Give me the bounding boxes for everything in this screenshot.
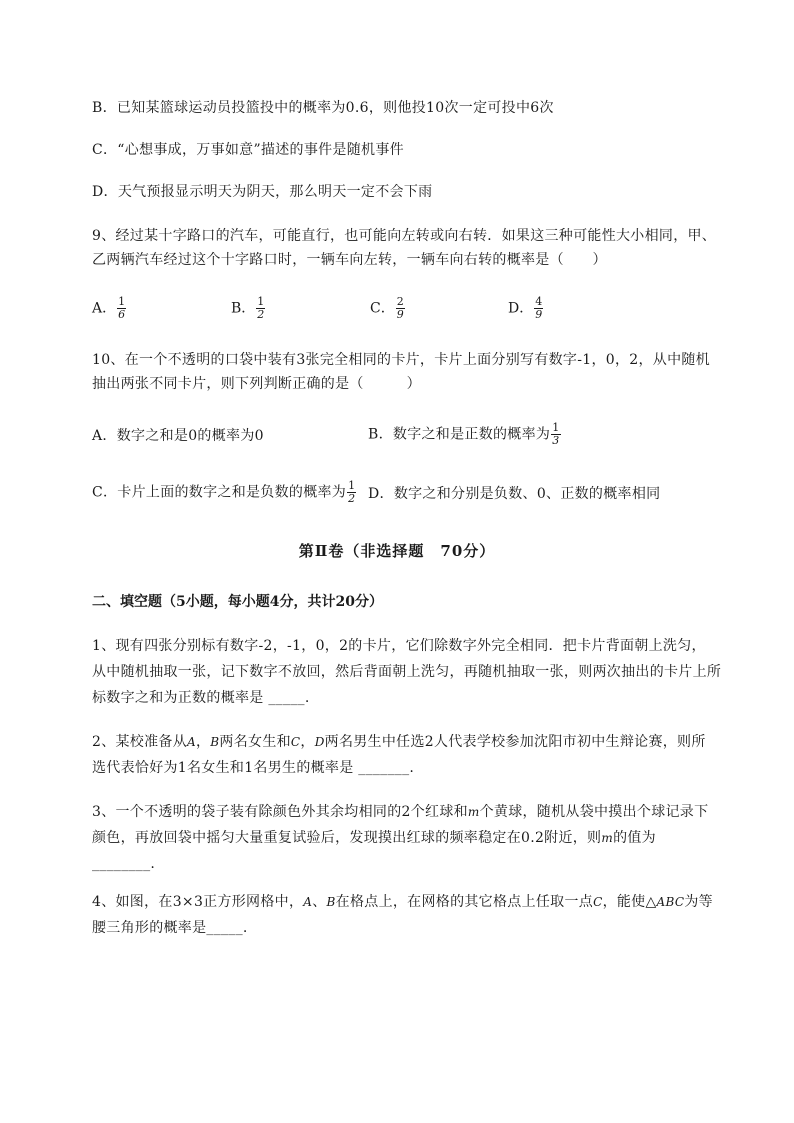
numerator: 1 <box>118 295 126 308</box>
q9-stem-line2: 乙两辆汽车经过这个十字路口时，一辆车向左转，一辆车向右转的概率是（ ） <box>92 252 607 268</box>
fraction <box>396 296 405 321</box>
denominator: 6 <box>118 308 126 321</box>
denominator: 2 <box>348 492 356 505</box>
fraction <box>117 296 126 321</box>
variable: m <box>467 805 480 819</box>
q8-option-b: B．已知某篮球运动员投篮投中的概率为0.6，则他投10次一定可投中6次 <box>92 100 554 116</box>
section-subtitle: 二、填空题（5小题，每小题4分，共计20分） <box>92 594 383 610</box>
numerator: 1 <box>257 295 265 308</box>
q9-stem-line1: 9、经过某十字路口的汽车，可能直行，也可能向左转或向右转．如果这三种可能性大小相同，甲、 <box>92 228 717 244</box>
q10-option-a: A．数字之和是0的概率为0 <box>92 428 264 444</box>
text: 两名女生和 <box>219 734 291 750</box>
text: ， <box>300 734 315 750</box>
variable: C <box>593 895 603 909</box>
denominator: 9 <box>535 308 543 321</box>
text: 在格点上，在网格的其它格点上任取一点 <box>335 894 594 910</box>
text: ， <box>195 734 211 750</box>
q9-option-b <box>231 296 265 321</box>
variable: A <box>303 895 313 909</box>
variable: ABC <box>656 895 685 909</box>
denominator: 3 <box>552 434 560 447</box>
variable: B <box>326 895 336 909</box>
q9-option-d <box>508 296 543 321</box>
text: 个黄球，随机从袋中摸出个球记录下 <box>479 804 709 820</box>
numerator: 2 <box>396 295 404 308</box>
fraction <box>347 480 356 505</box>
q10-stem-line1: 10、在一个不透明的口袋中装有3张完全相同的卡片，卡片上面分别写有数字-1，0，2，从中随机 <box>92 352 710 368</box>
option-label: B． <box>231 300 256 317</box>
fill2-line2: 选代表恰好为1名女生和1名男生的概率是 _______. <box>92 760 415 776</box>
option-text: B．数字之和是正数的概率为 <box>368 426 551 443</box>
fill1-line2: 从中随机抽取一张，记下数字不放回，然后背面朝上洗匀，再随机抽取一张，则两次抽出的卡片上所 <box>92 664 722 680</box>
q10-option-b <box>368 422 561 447</box>
numerator: 4 <box>535 295 543 308</box>
text: 为等 <box>684 894 713 910</box>
denominator: 2 <box>257 308 265 321</box>
text: 、 <box>312 894 327 910</box>
fill1-line1: 1、现有四张分别标有数字-2，-1，0，2的卡片，它们除数字外完全相同．把卡片背面朝上洗匀， <box>92 638 706 654</box>
option-label: C． <box>370 300 395 317</box>
variable: D <box>314 735 325 749</box>
numerator: 1 <box>348 479 356 492</box>
fill4-line2: 腰三角形的概率是_____. <box>92 920 248 936</box>
variable: B <box>210 735 220 749</box>
text: 两名男生中任选2人代表学校参加沈阳市初中生辩论赛，则所 <box>324 734 706 750</box>
denominator: 9 <box>396 308 404 321</box>
text: 4、如图，在3×3正方形网格中， <box>92 894 304 910</box>
q9-option-a <box>92 296 126 321</box>
q10-stem-line2: 抽出两张不同卡片，则下列判断正确的是（ ） <box>92 376 421 392</box>
text: 2、某校准备从 <box>92 734 188 750</box>
fill3-line1 <box>92 802 708 822</box>
fill2-line1 <box>92 732 706 752</box>
text: 颜色，再放回袋中摇匀大量重复试验后，发现摸出红球的频率稳定在0.2附近，则 <box>92 830 602 846</box>
fraction <box>534 296 543 321</box>
text: 3、一个不透明的袋子装有除颜色外其余均相同的2个红球和 <box>92 804 468 820</box>
variable: m <box>601 831 614 845</box>
q10-option-c <box>92 480 356 505</box>
variable: C <box>290 735 301 749</box>
fill1-line3: 标数字之和为正数的概率是 _____. <box>92 690 310 706</box>
text: 的值为 <box>613 830 656 846</box>
fill3-line2 <box>92 828 656 848</box>
fill4-line1 <box>92 892 713 912</box>
q9-options <box>92 296 612 330</box>
option-label: D． <box>508 300 534 317</box>
section-title: 第Ⅱ卷（非选择题 70分） <box>298 542 496 560</box>
q8-option-d: D．天气预报显示明天为阴天，那么明天一定不会下雨 <box>92 184 433 200</box>
q8-option-c: C．“心想事成，万事如意”描述的事件是随机事件 <box>92 142 404 158</box>
variable: A <box>187 735 196 749</box>
fraction <box>256 296 265 321</box>
option-label: A． <box>92 300 117 317</box>
q9-option-c <box>370 296 405 321</box>
option-text: C．卡片上面的数字之和是负数的概率为 <box>92 484 347 501</box>
fill3-line3: ________. <box>92 856 156 872</box>
q10-option-d: D．数字之和分别是负数、0、正数的概率相同 <box>368 486 661 502</box>
fraction <box>551 422 560 447</box>
numerator: 1 <box>552 421 560 434</box>
text: ，能使△ <box>602 894 657 910</box>
